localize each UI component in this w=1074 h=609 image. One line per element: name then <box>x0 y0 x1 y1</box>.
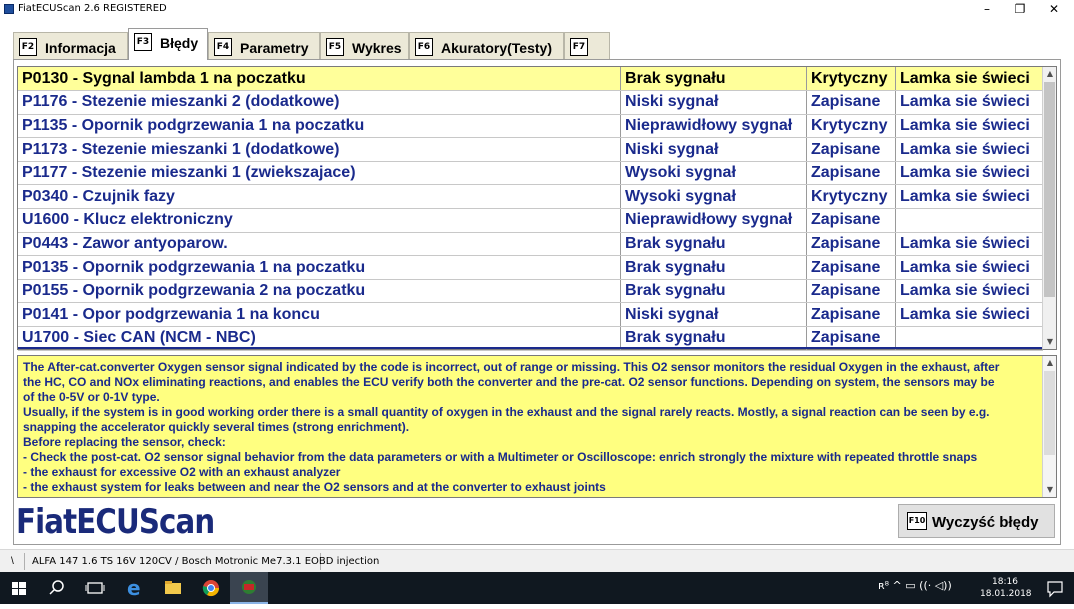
scroll-thumb[interactable] <box>1044 371 1055 455</box>
status-cell: Krytyczny <box>807 185 896 209</box>
signal-cell: Brak sygnału <box>621 232 807 256</box>
error-code-cell: P1135 - Opornik podgrzewania 1 na poczatku <box>18 114 621 138</box>
table-row[interactable] <box>18 256 1043 280</box>
status-cell: Zapisane <box>807 138 896 162</box>
f10-key-badge: F10 <box>907 512 927 530</box>
f7-key-badge: F7 <box>570 38 588 56</box>
error-list[interactable] <box>17 66 1057 350</box>
vehicle-info: ALFA 147 1.6 TS 16V 120CV / Bosch Motronic Me7.3.1 EOBD injection <box>27 553 321 570</box>
tab-label: Błędy <box>160 35 199 51</box>
tab-label: Wykres <box>352 40 402 56</box>
table-row[interactable] <box>18 232 1043 256</box>
status-cell: Zapisane <box>807 279 896 303</box>
description-line: - Check the post-cat. O2 sensor signal behavior from the data parameters or with a Multimeter or Oscilloscope: enrich strongly the mixture with repeated throttle snaps <box>23 450 978 464</box>
error-description[interactable] <box>17 355 1057 498</box>
lamp-cell: Lamka sie świeci <box>895 303 1042 327</box>
clock-time: 18:16 <box>992 577 1018 587</box>
description-line: - the exhaust for excessive O2 with an exhaust analyzer <box>23 465 341 479</box>
tab-akuratory[interactable] <box>409 32 564 60</box>
signal-cell: Niski sygnał <box>621 91 807 115</box>
tab-label: Informacja <box>45 40 116 56</box>
lamp-cell: Lamka sie świeci <box>895 91 1042 115</box>
signal-cell: Wysoki sygnał <box>621 161 807 185</box>
description-line: Usually, if the system is in good working order there is a small quantity of oxygen in the exhaust and the signal rarely reacts. Mostly, a signal reaction can be seen by e.g. <box>23 405 990 419</box>
scroll-down-arrow-icon[interactable]: ▼ <box>1046 485 1054 494</box>
error-code-cell: P0135 - Opornik podgrzewania 1 na poczatku <box>18 256 621 280</box>
signal-cell: Nieprawidłowy sygnał <box>621 114 807 138</box>
status-cell: Krytyczny <box>807 114 896 138</box>
table-row[interactable] <box>18 161 1043 185</box>
table-row[interactable] <box>18 67 1043 91</box>
lamp-cell: Lamka sie świeci <box>895 185 1042 209</box>
status-cell: Zapisane <box>807 209 896 233</box>
fiatecuscan-logo: FiatECUScan <box>16 502 215 542</box>
error-table <box>18 67 1043 351</box>
signal-cell: Nieprawidłowy sygnał <box>621 209 807 233</box>
file-explorer-icon[interactable] <box>154 572 192 604</box>
error-code-cell: U1600 - Klucz elektroniczny <box>18 209 621 233</box>
svg-text:e: e <box>127 576 141 600</box>
status-cell: Zapisane <box>807 303 896 327</box>
lamp-cell: Lamka sie świeci <box>895 138 1042 162</box>
error-code-cell: P1176 - Stezenie mieszanki 2 (dodatkowe) <box>18 91 621 115</box>
description-text <box>23 360 1041 495</box>
search-icon[interactable] <box>38 572 76 604</box>
description-line: snapping the accelerator quickly several times (strong enrichment). <box>23 420 410 434</box>
error-code-cell: P0130 - Sygnal lambda 1 na poczatku <box>18 67 621 91</box>
tab-label: Parametry <box>240 40 309 56</box>
scroll-up-arrow-icon[interactable]: ▲ <box>1046 69 1054 78</box>
status-cell: Zapisane <box>807 232 896 256</box>
table-row[interactable] <box>18 279 1043 303</box>
status-indicator: \ <box>3 553 25 570</box>
close-button[interactable]: ✕ <box>1048 2 1060 16</box>
lamp-cell: Lamka sie świeci <box>895 279 1042 303</box>
table-row[interactable] <box>18 114 1043 138</box>
signal-cell: Wysoki sygnał <box>621 185 807 209</box>
chrome-icon[interactable] <box>192 572 230 604</box>
error-code-cell: U1700 - Siec CAN (NCM - NBC) <box>18 327 621 351</box>
lamp-cell: Lamka sie świeci <box>895 256 1042 280</box>
status-cell: Zapisane <box>807 91 896 115</box>
minimize-button[interactable]: – <box>984 2 990 16</box>
error-code-cell: P0340 - Czujnik fazy <box>18 185 621 209</box>
app-icon <box>4 4 14 14</box>
description-line: of the 0-5V or 0-1V type. <box>23 390 160 404</box>
signal-cell: Brak sygnału <box>621 279 807 303</box>
status-cell: Zapisane <box>807 256 896 280</box>
tab-parametry[interactable] <box>208 32 320 60</box>
lamp-cell <box>895 209 1042 233</box>
signal-cell: Brak sygnału <box>621 327 807 351</box>
scroll-down-arrow-icon[interactable]: ▼ <box>1046 337 1054 346</box>
fiatecuscan-taskbar-icon[interactable] <box>230 572 268 604</box>
description-line: the HC, CO and NOx eliminating reactions, and enables the ECU verify both the converter and the pre-cat. O2 sensor functions. Depending on system, the sensors may be <box>23 375 995 389</box>
status-cell: Zapisane <box>807 161 896 185</box>
edge-browser-icon[interactable] <box>116 572 154 604</box>
table-row[interactable] <box>18 303 1043 327</box>
error-code-cell: P0155 - Opornik podgrzewania 2 na poczatku <box>18 279 621 303</box>
scroll-thumb[interactable] <box>1044 82 1055 297</box>
error-code-cell: P1177 - Stezenie mieszanki 1 (zwiekszajace) <box>18 161 621 185</box>
lamp-cell: Lamka sie świeci <box>895 114 1042 138</box>
f2-key-badge: F2 <box>19 38 37 56</box>
f4-key-badge: F4 <box>214 38 232 56</box>
tab-f7[interactable] <box>564 32 610 60</box>
signal-cell: Niski sygnał <box>621 303 807 327</box>
signal-cell: Brak sygnału <box>621 256 807 280</box>
restore-button[interactable]: ❐ <box>1014 2 1026 16</box>
system-tray[interactable]: ʀ⁸ ^ ▭ ((· ◁)) <box>878 579 952 592</box>
lamp-cell: Lamka sie świeci <box>895 67 1042 91</box>
table-row[interactable] <box>18 185 1043 209</box>
description-line: Before replacing the sensor, check: <box>23 435 226 449</box>
lamp-cell: Lamka sie świeci <box>895 232 1042 256</box>
f5-key-badge: F5 <box>326 38 344 56</box>
status-cell: Zapisane <box>807 327 896 351</box>
status-bar <box>0 549 1074 572</box>
signal-cell: Brak sygnału <box>621 67 807 91</box>
description-line: - the exhaust system for leaks between and near the O2 sensors and at the converter to exhaust joints <box>23 480 606 494</box>
error-code-cell: P0443 - Zawor antyoparow. <box>18 232 621 256</box>
clock[interactable] <box>980 576 1030 600</box>
windows-start-icon[interactable] <box>0 572 38 604</box>
error-list-scrollbar[interactable] <box>1042 67 1056 349</box>
lamp-cell: Lamka sie świeci <box>895 161 1042 185</box>
window-title: FiatECUScan 2.6 REGISTERED <box>18 3 167 14</box>
tab-informacja[interactable] <box>13 32 128 60</box>
description-line: The After-cat.converter Oxygen sensor signal indicated by the code is incorrect, out of range or missing. This O2 sensor monitors the residual Oxygen in the exhaust, after <box>23 360 1000 374</box>
error-code-cell: P1173 - Stezenie mieszanki 1 (dodatkowe) <box>18 138 621 162</box>
title-bar <box>0 0 1074 18</box>
task-view-icon[interactable] <box>76 572 114 604</box>
notifications-icon[interactable] <box>1036 572 1074 604</box>
taskbar <box>0 572 1074 604</box>
clear-errors-label: Wyczyść błędy <box>932 514 1039 531</box>
f3-key-badge: F3 <box>134 33 152 51</box>
error-code-cell: P0141 - Opor podgrzewania 1 na koncu <box>18 303 621 327</box>
f6-key-badge: F6 <box>415 38 433 56</box>
table-row[interactable] <box>18 138 1043 162</box>
tab-bledy[interactable] <box>128 28 208 60</box>
description-scrollbar[interactable] <box>1042 356 1056 497</box>
tab-wykres[interactable] <box>320 32 409 60</box>
table-row[interactable] <box>18 91 1043 115</box>
clear-errors-button[interactable] <box>898 504 1055 538</box>
status-cell: Krytyczny <box>807 67 896 91</box>
clock-date: 18.01.2018 <box>980 589 1032 599</box>
tab-label: Akuratory(Testy) <box>441 40 552 56</box>
list-bottom-line <box>18 347 1043 349</box>
table-row[interactable] <box>18 209 1043 233</box>
signal-cell: Niski sygnał <box>621 138 807 162</box>
scroll-up-arrow-icon[interactable]: ▲ <box>1046 358 1054 367</box>
